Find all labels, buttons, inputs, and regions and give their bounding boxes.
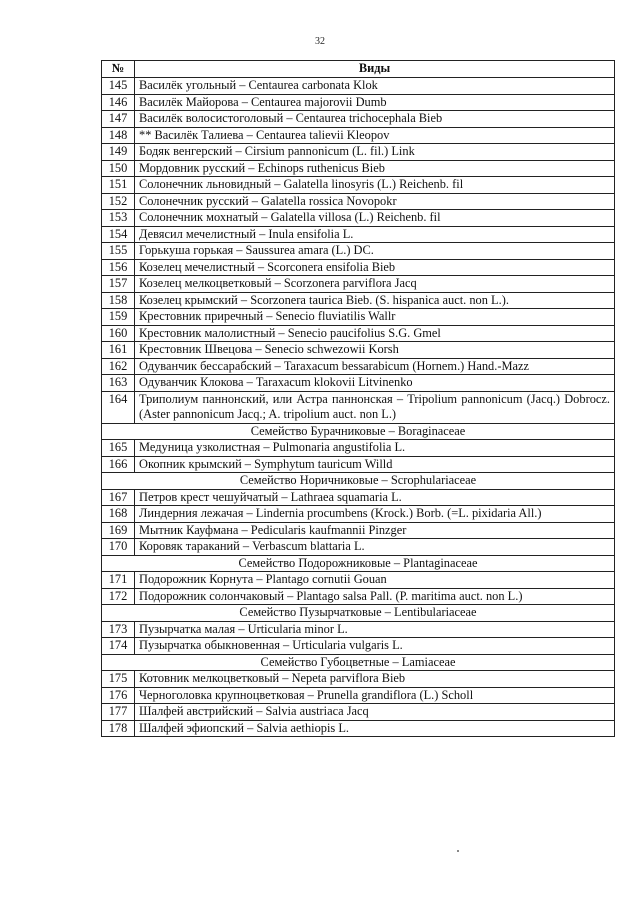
species-row <box>102 325 615 342</box>
species-row <box>102 358 615 375</box>
row-number: 174 <box>102 638 135 655</box>
species-row <box>102 506 615 523</box>
row-number: 150 <box>102 160 135 177</box>
species-row <box>102 440 615 457</box>
species-row <box>102 522 615 539</box>
species-row <box>102 704 615 721</box>
species-name: Солонечник русский – Galatella rossica Novopokr <box>135 193 615 210</box>
row-number: 176 <box>102 687 135 704</box>
species-row <box>102 243 615 260</box>
species-row <box>102 588 615 605</box>
header-species: Виды <box>135 61 615 78</box>
species-name: Черноголовка крупноцветковая – Prunella grandiflora (L.) Scholl <box>135 687 615 704</box>
species-row <box>102 276 615 293</box>
row-number: 159 <box>102 309 135 326</box>
species-name: Василёк волосистоголовый – Centaurea trichocephala Bieb <box>135 111 615 128</box>
species-row <box>102 489 615 506</box>
species-row <box>102 456 615 473</box>
header-row <box>102 61 615 78</box>
species-name: Пузырчатка обыкновенная – Urticularia vulgaris L. <box>135 638 615 655</box>
species-name: Линдерния лежачая – Lindernia procumbens (Krock.) Borb. (=L. pixidaria All.) <box>135 506 615 523</box>
row-number: 152 <box>102 193 135 210</box>
species-name: Котовник мелкоцветковый – Nepeta parviflora Bieb <box>135 671 615 688</box>
species-row <box>102 292 615 309</box>
species-name: Крестовник малолистный – Senecio paucifolius S.G. Gmel <box>135 325 615 342</box>
species-row <box>102 127 615 144</box>
table-body <box>102 78 615 737</box>
species-row <box>102 144 615 161</box>
row-number: 148 <box>102 127 135 144</box>
family-row <box>102 555 615 572</box>
row-number: 170 <box>102 539 135 556</box>
row-number: 149 <box>102 144 135 161</box>
species-row <box>102 671 615 688</box>
row-number: 167 <box>102 489 135 506</box>
species-row <box>102 621 615 638</box>
species-name: Подорожник солончаковый – Plantago salsa Pall. (P. maritima auct. non L.) <box>135 588 615 605</box>
species-row <box>102 111 615 128</box>
row-number: 175 <box>102 671 135 688</box>
family-heading: Семейство Губоцветные – Lamiaceae <box>102 654 615 671</box>
family-row <box>102 423 615 440</box>
species-name: Петров крест чешуйчатый – Lathraea squamaria L. <box>135 489 615 506</box>
species-name: Мордовник русский – Echinops ruthenicus Bieb <box>135 160 615 177</box>
species-row <box>102 375 615 392</box>
species-name: Василёк Майорова – Centaurea majorovii Dumb <box>135 94 615 111</box>
family-heading: Семейство Бурачниковые – Boraginaceae <box>102 423 615 440</box>
species-name: Пузырчатка малая – Urticularia minor L. <box>135 621 615 638</box>
family-row <box>102 473 615 490</box>
row-number: 172 <box>102 588 135 605</box>
row-number: 160 <box>102 325 135 342</box>
species-table <box>101 60 615 737</box>
species-row <box>102 78 615 95</box>
species-row <box>102 720 615 737</box>
species-name: Одуванчик Клокова – Taraxacum klokovii Litvinenko <box>135 375 615 392</box>
row-number: 164 <box>102 391 135 423</box>
species-row <box>102 259 615 276</box>
species-name: Коровяк тараканий – Verbascum blattaria L. <box>135 539 615 556</box>
species-row <box>102 391 615 423</box>
row-number: 169 <box>102 522 135 539</box>
row-number: 145 <box>102 78 135 95</box>
row-number: 147 <box>102 111 135 128</box>
row-number: 154 <box>102 226 135 243</box>
row-number: 153 <box>102 210 135 227</box>
row-number: 158 <box>102 292 135 309</box>
row-number: 156 <box>102 259 135 276</box>
species-row <box>102 160 615 177</box>
row-number: 178 <box>102 720 135 737</box>
row-number: 171 <box>102 572 135 589</box>
species-row <box>102 193 615 210</box>
family-heading: Семейство Пузырчатковые – Lentibulariaceae <box>102 605 615 622</box>
species-name: Триполиум паннонский, или Астра паннонская – Tripolium pannonicum (Jacq.) Dobrocz. (Aster pannonicum Jacq.; A. tripolium auct. non L.) <box>135 391 615 423</box>
family-heading: Семейство Норичниковые – Scrophulariaceae <box>102 473 615 490</box>
species-row <box>102 309 615 326</box>
species-name: Крестовник приречный – Senecio fluviatilis Wallr <box>135 309 615 326</box>
table-header <box>102 61 615 78</box>
species-name: Козелец мелкоцветковый – Scorzonera parviflora Jacq <box>135 276 615 293</box>
row-number: 173 <box>102 621 135 638</box>
species-row <box>102 342 615 359</box>
species-name: Медуница узколистная – Pulmonaria angustifolia L. <box>135 440 615 457</box>
row-number: 161 <box>102 342 135 359</box>
page-number: 32 <box>315 36 325 47</box>
species-name: Василёк угольный – Centaurea carbonata Klok <box>135 78 615 95</box>
species-name: Горькуша горькая – Saussurea amara (L.) DC. <box>135 243 615 260</box>
row-number: 166 <box>102 456 135 473</box>
species-name: Бодяк венгерский – Cirsium pannonicum (L. fil.) Link <box>135 144 615 161</box>
species-row <box>102 210 615 227</box>
species-name: Подорожник Корнута – Plantago cornutii Gouan <box>135 572 615 589</box>
species-row <box>102 638 615 655</box>
species-name: Солонечник мохнатый – Galatella villosa (L.) Reichenb. fil <box>135 210 615 227</box>
species-name: Девясил мечелистный – Inula ensifolia L. <box>135 226 615 243</box>
row-number: 151 <box>102 177 135 194</box>
row-number: 157 <box>102 276 135 293</box>
row-number: 177 <box>102 704 135 721</box>
species-name: Козелец мечелистный – Scorconera ensifolia Bieb <box>135 259 615 276</box>
row-number: 168 <box>102 506 135 523</box>
species-row <box>102 572 615 589</box>
row-number: 146 <box>102 94 135 111</box>
species-row <box>102 177 615 194</box>
row-number: 165 <box>102 440 135 457</box>
species-row <box>102 226 615 243</box>
species-row <box>102 687 615 704</box>
family-heading: Семейство Подорожниковые – Plantaginaceae <box>102 555 615 572</box>
species-name: Шалфей австрийский – Salvia austriaca Jacq <box>135 704 615 721</box>
family-row <box>102 654 615 671</box>
species-name: ** Василёк Талиева – Centaurea talievii Kleopov <box>135 127 615 144</box>
species-name: Крестовник Швецова – Senecio schwezowii Korsh <box>135 342 615 359</box>
scan-speck <box>457 850 459 852</box>
species-name: Козелец крымский – Scorzonera taurica Bieb. (S. hispanica auct. non L.). <box>135 292 615 309</box>
family-row <box>102 605 615 622</box>
species-name: Мытник Кауфмана – Pedicularis kaufmannii Pinzger <box>135 522 615 539</box>
row-number: 163 <box>102 375 135 392</box>
species-name: Окопник крымский – Symphytum tauricum Willd <box>135 456 615 473</box>
species-name: Шалфей эфиопский – Salvia aethiopis L. <box>135 720 615 737</box>
species-row <box>102 539 615 556</box>
row-number: 162 <box>102 358 135 375</box>
species-row <box>102 94 615 111</box>
species-name: Солонечник льновидный – Galatella linosyris (L.) Reichenb. fil <box>135 177 615 194</box>
row-number: 155 <box>102 243 135 260</box>
species-name: Одуванчик бессарабский – Taraxacum bessarabicum (Hornem.) Hand.-Mazz <box>135 358 615 375</box>
header-num: № <box>102 61 135 78</box>
